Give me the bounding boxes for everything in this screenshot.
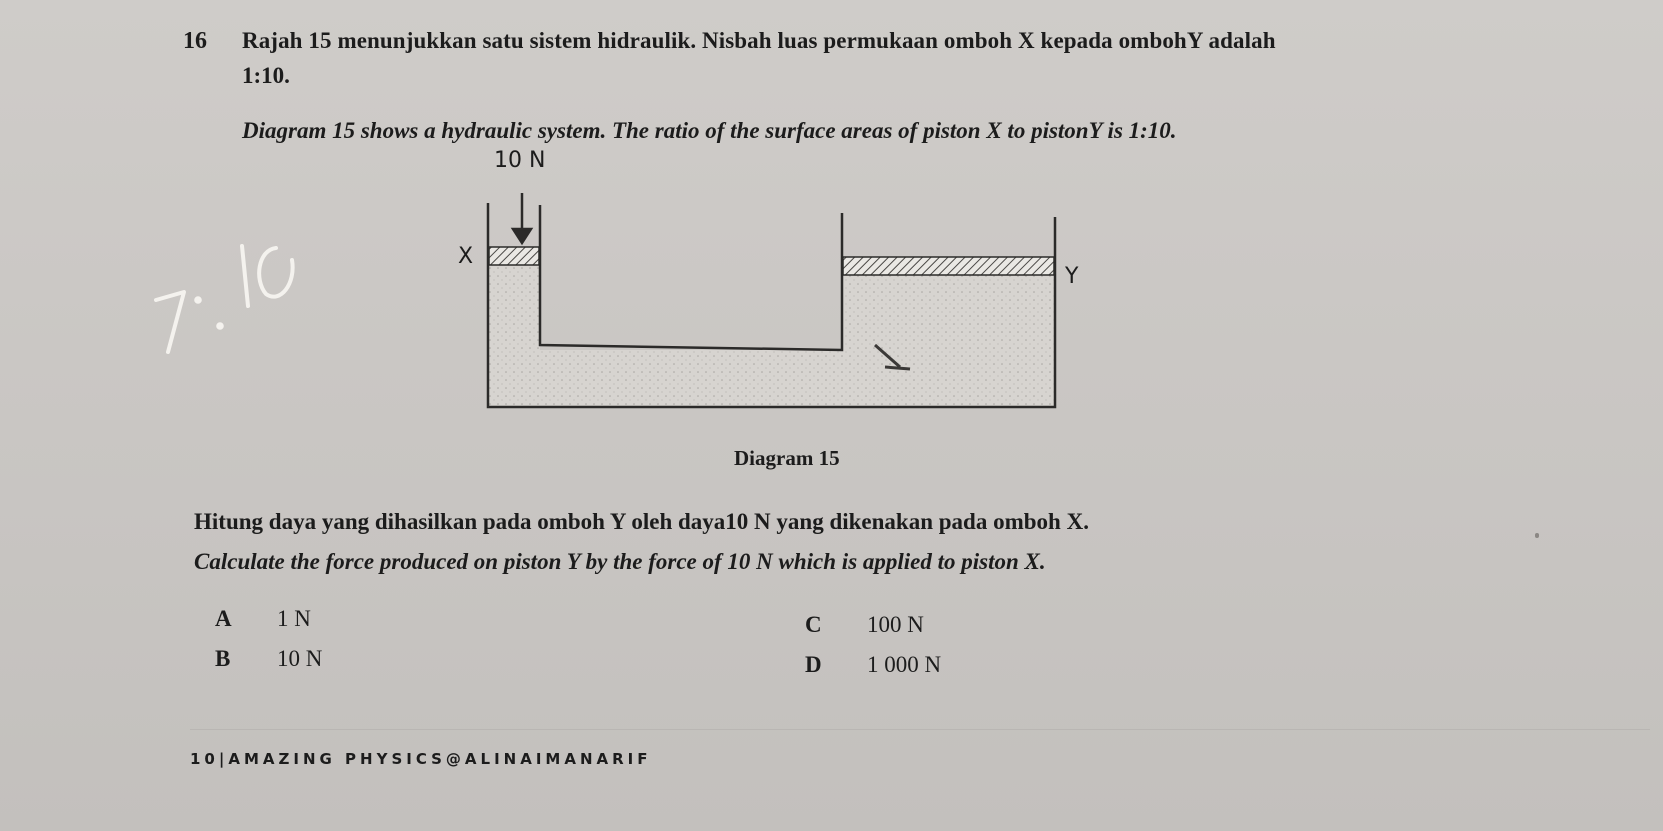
piston-y-label: Y bbox=[1065, 264, 1079, 289]
piston-x bbox=[489, 247, 539, 265]
option-a[interactable] bbox=[215, 606, 311, 632]
footer-text: AMAZING PHYSICS@ALINAIMANARIF bbox=[228, 750, 652, 768]
option-c[interactable] bbox=[805, 612, 924, 638]
option-letter: C bbox=[805, 612, 822, 637]
option-value: 1 N bbox=[277, 606, 311, 631]
option-b[interactable] bbox=[215, 646, 322, 672]
question-english-text: Diagram 15 shows a hydraulic system. The ratio of the surface areas of piston X to piston bbox=[242, 118, 1089, 143]
option-value: 10 N bbox=[277, 646, 323, 671]
option-value: 1 000 N bbox=[867, 652, 942, 677]
piston-x-label: X bbox=[458, 244, 474, 269]
option-value: 100 N bbox=[867, 612, 924, 637]
option-letter: B bbox=[215, 646, 231, 671]
force-label: 10 N bbox=[494, 148, 546, 173]
force-arrow bbox=[513, 193, 531, 243]
option-d[interactable] bbox=[805, 652, 941, 678]
question-malay-line-2: 1:10. bbox=[242, 63, 290, 88]
diagram-caption: Diagram 15 bbox=[734, 446, 840, 470]
handwritten-ratio-note bbox=[150, 240, 320, 370]
calculate-malay: Hitung daya yang dihasilkan pada omboh Y oleh daya10 N yang dikenakan pada omboh X. bbox=[194, 509, 1089, 534]
question-english-line bbox=[242, 118, 1177, 144]
footer-separator: | bbox=[218, 750, 229, 768]
hydraulic-fluid bbox=[488, 265, 1055, 407]
question-malay-line-1 bbox=[242, 28, 1276, 54]
question-number: 16 bbox=[183, 28, 207, 54]
footer-divider bbox=[190, 729, 1650, 730]
option-letter: A bbox=[215, 606, 232, 631]
footer-page-number: 10 bbox=[190, 750, 219, 768]
hydraulic-system-diagram bbox=[440, 145, 1130, 445]
calculate-english: Calculate the force produced on piston Y by the force of 10 N which is applied to piston X. bbox=[194, 549, 1046, 574]
option-letter: D bbox=[805, 652, 822, 677]
footer bbox=[190, 750, 652, 768]
piston-y bbox=[843, 257, 1054, 275]
question-malay-text-end: Y adalah bbox=[1186, 28, 1276, 53]
question-malay-text: Rajah 15 menunjukkan satu sistem hidraulik. Nisbah luas permukaan omboh X kepada omboh bbox=[242, 28, 1187, 53]
question-english-text-end: Y is 1:10. bbox=[1088, 118, 1177, 143]
paper-speck bbox=[1535, 533, 1539, 538]
